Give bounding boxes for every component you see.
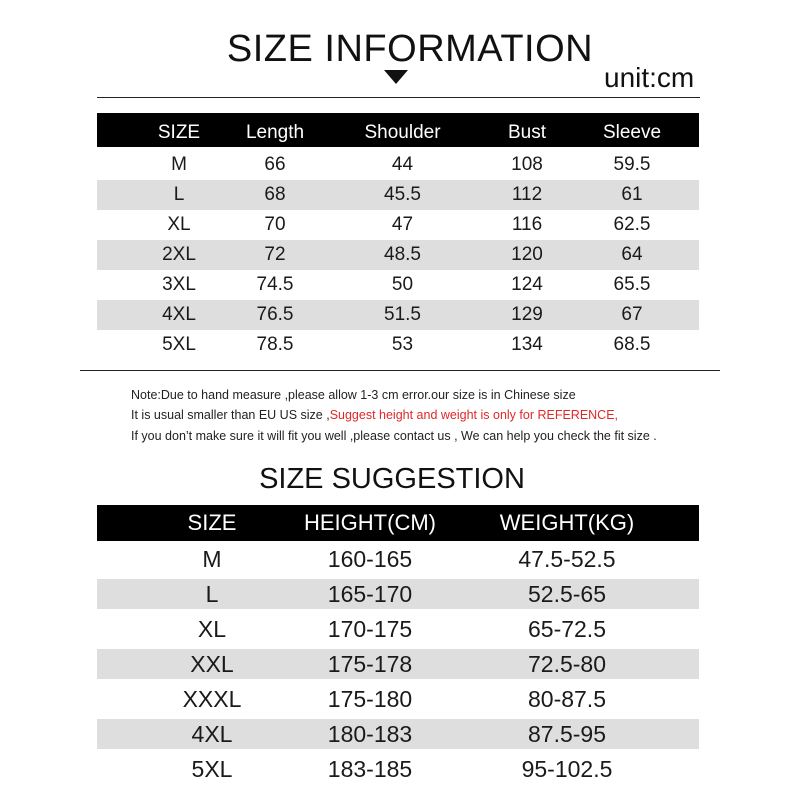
cell-size: 5XL	[191, 756, 233, 782]
table-row	[97, 240, 699, 270]
cell-height: 170-175	[327, 616, 413, 642]
header-length: Length	[245, 122, 305, 143]
title-divider	[97, 97, 700, 98]
cell-bust: 124	[511, 274, 543, 295]
table-row	[97, 754, 699, 784]
header-height: HEIGHT(CM)	[304, 510, 436, 535]
cell-sleeve: 62.5	[613, 214, 651, 235]
cell-size: XXL	[190, 651, 234, 677]
cell-sleeve: 61	[621, 184, 643, 205]
cell-size: XL	[167, 214, 191, 235]
header-size: SIZE	[157, 122, 201, 143]
header-shoulder: Shoulder	[364, 122, 441, 143]
cell-sleeve: 64	[621, 244, 643, 265]
cell-size: 5XL	[162, 334, 196, 355]
note-line-2	[131, 408, 618, 422]
cell-weight: 95-102.5	[521, 756, 613, 782]
cell-size: XL	[197, 616, 227, 642]
cell-height: 175-180	[327, 686, 413, 712]
cell-bust: 120	[511, 244, 543, 265]
header-sleeve: Sleeve	[602, 122, 662, 143]
cell-bust: 108	[511, 154, 543, 175]
table-row	[97, 544, 699, 574]
cell-length: 70	[264, 214, 286, 235]
table-row	[97, 719, 699, 749]
header-weight: WEIGHT(KG)	[499, 510, 635, 535]
table-row	[97, 180, 699, 210]
note-line-3: If you don’t make sure it will fit you well ,please contact us , We can help you check the fit size .	[131, 429, 657, 443]
note-line-2-highlight: Suggest height and weight is only for REFERENCE,	[329, 408, 619, 422]
cell-sleeve: 68.5	[613, 334, 651, 355]
header-size: SIZE	[187, 510, 237, 535]
cell-size: 2XL	[162, 244, 196, 265]
size-info-header	[97, 113, 699, 147]
cell-sleeve: 67	[621, 304, 643, 325]
cell-bust: 112	[511, 184, 543, 205]
table-row	[97, 270, 699, 300]
table-row	[97, 330, 699, 360]
table-row	[97, 614, 699, 644]
cell-shoulder: 45.5	[384, 184, 421, 205]
note-line-1: Note:Due to hand measure ,please allow 1-3 cm error.our size is in Chinese size	[131, 388, 576, 402]
cell-shoulder: 44	[391, 154, 414, 175]
cell-height: 175-178	[327, 651, 413, 677]
cell-size: 3XL	[162, 274, 196, 295]
cell-shoulder: 50	[391, 274, 414, 295]
unit-label: unit:cm	[604, 62, 695, 93]
cell-size: M	[171, 154, 187, 175]
table-row	[97, 300, 699, 330]
cell-weight: 80-87.5	[527, 686, 606, 712]
cell-size: XXXL	[182, 686, 242, 712]
cell-weight: 72.5-80	[527, 651, 606, 677]
cell-weight: 47.5-52.5	[518, 546, 616, 572]
cell-size: M	[202, 546, 222, 572]
cell-size: L	[205, 581, 219, 607]
cell-length: 68	[264, 184, 286, 205]
cell-length: 66	[264, 154, 286, 175]
cell-shoulder: 53	[391, 334, 414, 355]
table-row	[97, 649, 699, 679]
table-row	[97, 150, 699, 180]
size-suggestion-title: SIZE SUGGESTION	[259, 463, 525, 495]
size-information-title: SIZE INFORMATION	[226, 28, 594, 70]
table-divider	[80, 370, 720, 371]
cell-height: 180-183	[327, 721, 413, 747]
table-row	[97, 684, 699, 714]
cell-weight: 52.5-65	[527, 581, 606, 607]
size-suggestion-header	[97, 505, 699, 541]
cell-bust: 116	[511, 214, 543, 235]
cell-weight: 87.5-95	[527, 721, 606, 747]
cell-height: 183-185	[327, 756, 413, 782]
cell-sleeve: 59.5	[613, 154, 651, 175]
note-line-2-start: It is usual smaller than EU US size ,	[131, 408, 330, 422]
cell-sleeve: 65.5	[613, 274, 651, 295]
cell-size: 4XL	[162, 304, 196, 325]
down-triangle-icon	[384, 70, 408, 84]
cell-bust: 134	[511, 334, 543, 355]
cell-height: 160-165	[327, 546, 413, 572]
cell-shoulder: 47	[391, 214, 414, 235]
cell-size: 4XL	[191, 721, 233, 747]
cell-shoulder: 48.5	[384, 244, 421, 265]
cell-shoulder: 51.5	[384, 304, 421, 325]
cell-length: 72	[264, 244, 286, 265]
cell-size: L	[173, 184, 185, 205]
cell-length: 74.5	[256, 274, 294, 295]
cell-height: 165-170	[327, 581, 413, 607]
cell-length: 76.5	[256, 304, 294, 325]
cell-bust: 129	[511, 304, 543, 325]
table-row	[97, 210, 699, 240]
cell-length: 78.5	[256, 334, 294, 355]
cell-weight: 65-72.5	[527, 616, 606, 642]
header-bust: Bust	[507, 122, 547, 143]
table-row	[97, 579, 699, 609]
